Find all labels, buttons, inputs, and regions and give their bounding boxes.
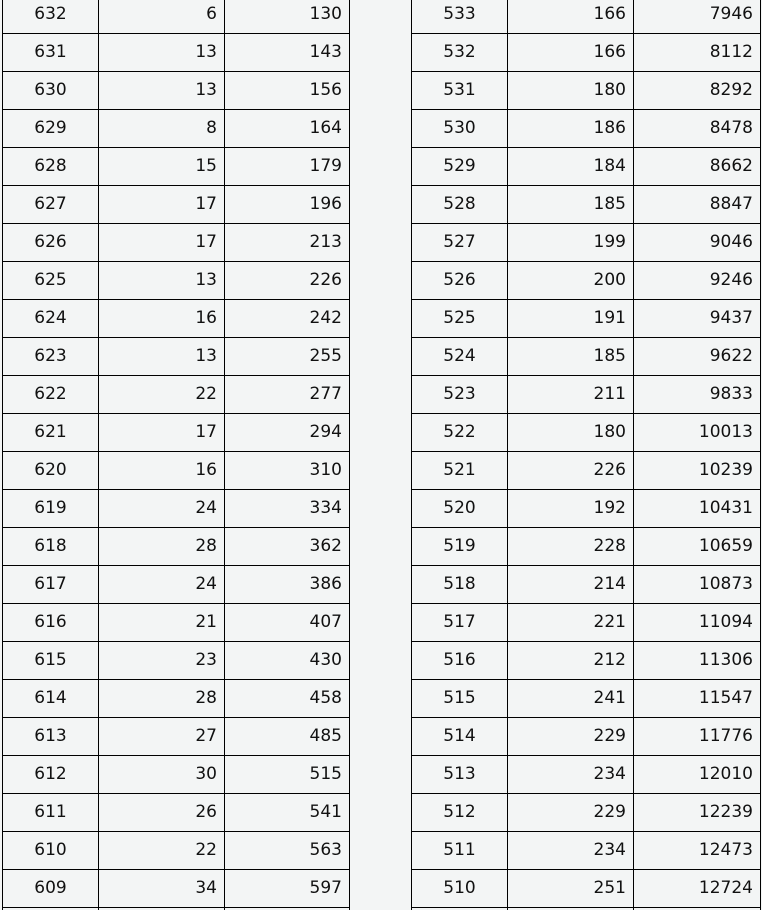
score-cell: 616 xyxy=(3,604,99,642)
table-row xyxy=(412,34,761,72)
table-row xyxy=(3,376,350,414)
score-cell: 531 xyxy=(412,72,508,110)
cumulative-cell: 11547 xyxy=(634,680,761,718)
score-cell: 619 xyxy=(3,490,99,528)
cumulative-cell: 515 xyxy=(225,756,350,794)
cumulative-cell: 407 xyxy=(225,604,350,642)
count-cell: 226 xyxy=(508,452,634,490)
table-row xyxy=(3,680,350,718)
table-row xyxy=(3,870,350,908)
table-row xyxy=(3,110,350,148)
cumulative-cell: 9046 xyxy=(634,224,761,262)
count-cell: 27 xyxy=(99,718,225,756)
table-row xyxy=(412,300,761,338)
table-row xyxy=(3,832,350,870)
cumulative-cell: 10013 xyxy=(634,414,761,452)
table-row xyxy=(412,794,761,832)
table-row xyxy=(3,756,350,794)
count-cell: 13 xyxy=(99,338,225,376)
table-row xyxy=(3,186,350,224)
score-cell: 626 xyxy=(3,224,99,262)
score-cell: 529 xyxy=(412,148,508,186)
cumulative-cell: 12010 xyxy=(634,756,761,794)
score-cell: 628 xyxy=(3,148,99,186)
count-cell: 21 xyxy=(99,604,225,642)
cumulative-cell: 164 xyxy=(225,110,350,148)
table-row xyxy=(412,186,761,224)
count-cell: 13 xyxy=(99,34,225,72)
cumulative-cell: 11776 xyxy=(634,718,761,756)
count-cell: 8 xyxy=(99,110,225,148)
count-cell: 17 xyxy=(99,186,225,224)
score-table-right xyxy=(411,0,761,910)
count-cell: 17 xyxy=(99,224,225,262)
table-row xyxy=(3,718,350,756)
count-cell: 28 xyxy=(99,528,225,566)
cumulative-cell: 12724 xyxy=(634,870,761,908)
table-row xyxy=(412,0,761,34)
score-cell: 520 xyxy=(412,490,508,528)
count-cell: 180 xyxy=(508,72,634,110)
table-row xyxy=(412,414,761,452)
score-cell: 621 xyxy=(3,414,99,452)
score-cell: 629 xyxy=(3,110,99,148)
count-cell: 24 xyxy=(99,490,225,528)
cumulative-cell: 9622 xyxy=(634,338,761,376)
cumulative-cell: 277 xyxy=(225,376,350,414)
count-cell: 13 xyxy=(99,72,225,110)
cumulative-cell: 8847 xyxy=(634,186,761,224)
score-cell: 518 xyxy=(412,566,508,604)
score-cell: 513 xyxy=(412,756,508,794)
score-cell: 515 xyxy=(412,680,508,718)
table-row xyxy=(3,528,350,566)
count-cell: 166 xyxy=(508,0,634,34)
score-cell: 614 xyxy=(3,680,99,718)
count-cell: 17 xyxy=(99,414,225,452)
table-row xyxy=(412,452,761,490)
count-cell: 185 xyxy=(508,186,634,224)
cumulative-cell: 179 xyxy=(225,148,350,186)
count-cell: 200 xyxy=(508,262,634,300)
score-cell: 617 xyxy=(3,566,99,604)
table-row xyxy=(3,300,350,338)
count-cell: 22 xyxy=(99,376,225,414)
score-cell: 524 xyxy=(412,338,508,376)
count-cell: 234 xyxy=(508,832,634,870)
count-cell: 229 xyxy=(508,718,634,756)
table-row xyxy=(3,452,350,490)
cumulative-cell: 430 xyxy=(225,642,350,680)
table-row xyxy=(412,110,761,148)
cumulative-cell: 334 xyxy=(225,490,350,528)
cumulative-cell: 8112 xyxy=(634,34,761,72)
count-cell: 228 xyxy=(508,528,634,566)
table-row xyxy=(412,680,761,718)
cumulative-cell: 130 xyxy=(225,0,350,34)
table-row xyxy=(412,490,761,528)
cumulative-cell: 10659 xyxy=(634,528,761,566)
score-cell: 625 xyxy=(3,262,99,300)
score-cell: 512 xyxy=(412,794,508,832)
cumulative-cell: 10873 xyxy=(634,566,761,604)
count-cell: 211 xyxy=(508,376,634,414)
table-body xyxy=(3,0,350,910)
table-row xyxy=(3,338,350,376)
count-cell: 26 xyxy=(99,794,225,832)
table-row xyxy=(412,528,761,566)
count-cell: 24 xyxy=(99,566,225,604)
table-row xyxy=(3,566,350,604)
table-row xyxy=(412,338,761,376)
table-row xyxy=(3,604,350,642)
table-row xyxy=(412,376,761,414)
score-cell: 620 xyxy=(3,452,99,490)
cumulative-cell: 196 xyxy=(225,186,350,224)
table-row xyxy=(3,642,350,680)
cumulative-cell: 310 xyxy=(225,452,350,490)
cumulative-cell: 10239 xyxy=(634,452,761,490)
table-row xyxy=(3,794,350,832)
count-cell: 166 xyxy=(508,34,634,72)
score-cell: 521 xyxy=(412,452,508,490)
score-cell: 523 xyxy=(412,376,508,414)
count-cell: 28 xyxy=(99,680,225,718)
score-cell: 630 xyxy=(3,72,99,110)
score-cell: 514 xyxy=(412,718,508,756)
score-cell: 615 xyxy=(3,642,99,680)
cumulative-cell: 541 xyxy=(225,794,350,832)
score-cell: 511 xyxy=(412,832,508,870)
score-cell: 609 xyxy=(3,870,99,908)
score-cell: 632 xyxy=(3,0,99,34)
cumulative-cell: 8662 xyxy=(634,148,761,186)
table-row xyxy=(412,832,761,870)
count-cell: 221 xyxy=(508,604,634,642)
table-row xyxy=(3,0,350,34)
score-cell: 631 xyxy=(3,34,99,72)
cumulative-cell: 12239 xyxy=(634,794,761,832)
cumulative-cell: 226 xyxy=(225,262,350,300)
cumulative-cell: 7946 xyxy=(634,0,761,34)
count-cell: 30 xyxy=(99,756,225,794)
cumulative-cell: 10431 xyxy=(634,490,761,528)
cumulative-cell: 11094 xyxy=(634,604,761,642)
score-cell: 618 xyxy=(3,528,99,566)
table-body xyxy=(412,0,761,910)
count-cell: 16 xyxy=(99,452,225,490)
score-table-left xyxy=(2,0,350,910)
table-row xyxy=(412,604,761,642)
count-cell: 186 xyxy=(508,110,634,148)
table-row xyxy=(3,262,350,300)
score-cell: 612 xyxy=(3,756,99,794)
count-cell: 23 xyxy=(99,642,225,680)
cumulative-cell: 9246 xyxy=(634,262,761,300)
cumulative-cell: 563 xyxy=(225,832,350,870)
count-cell: 212 xyxy=(508,642,634,680)
score-cell: 533 xyxy=(412,0,508,34)
cumulative-cell: 597 xyxy=(225,870,350,908)
table-row xyxy=(412,566,761,604)
count-cell: 15 xyxy=(99,148,225,186)
cumulative-cell: 8292 xyxy=(634,72,761,110)
table-row xyxy=(3,490,350,528)
count-cell: 180 xyxy=(508,414,634,452)
score-cell: 627 xyxy=(3,186,99,224)
score-cell: 510 xyxy=(412,870,508,908)
table-row xyxy=(412,72,761,110)
count-cell: 241 xyxy=(508,680,634,718)
count-cell: 13 xyxy=(99,262,225,300)
cumulative-cell: 213 xyxy=(225,224,350,262)
cumulative-cell: 386 xyxy=(225,566,350,604)
count-cell: 192 xyxy=(508,490,634,528)
count-cell: 185 xyxy=(508,338,634,376)
count-cell: 251 xyxy=(508,870,634,908)
cumulative-cell: 156 xyxy=(225,72,350,110)
table-row xyxy=(3,34,350,72)
score-cell: 519 xyxy=(412,528,508,566)
table-row xyxy=(3,224,350,262)
cumulative-cell: 255 xyxy=(225,338,350,376)
table-row xyxy=(412,262,761,300)
count-cell: 22 xyxy=(99,832,225,870)
score-cell: 611 xyxy=(3,794,99,832)
score-cell: 527 xyxy=(412,224,508,262)
cumulative-cell: 9833 xyxy=(634,376,761,414)
score-cell: 525 xyxy=(412,300,508,338)
count-cell: 191 xyxy=(508,300,634,338)
score-cell: 624 xyxy=(3,300,99,338)
count-cell: 214 xyxy=(508,566,634,604)
count-cell: 184 xyxy=(508,148,634,186)
table-row xyxy=(412,148,761,186)
count-cell: 234 xyxy=(508,756,634,794)
cumulative-cell: 12473 xyxy=(634,832,761,870)
table-row xyxy=(412,870,761,908)
cumulative-cell: 8478 xyxy=(634,110,761,148)
cumulative-cell: 9437 xyxy=(634,300,761,338)
count-cell: 34 xyxy=(99,870,225,908)
score-cell: 613 xyxy=(3,718,99,756)
cumulative-cell: 485 xyxy=(225,718,350,756)
count-cell: 6 xyxy=(99,0,225,34)
score-cell: 623 xyxy=(3,338,99,376)
table-row xyxy=(3,414,350,452)
table-row xyxy=(412,718,761,756)
table-row xyxy=(3,72,350,110)
score-cell: 532 xyxy=(412,34,508,72)
cumulative-cell: 362 xyxy=(225,528,350,566)
score-cell: 622 xyxy=(3,376,99,414)
cumulative-cell: 11306 xyxy=(634,642,761,680)
table-row xyxy=(3,148,350,186)
score-cell: 526 xyxy=(412,262,508,300)
cumulative-cell: 294 xyxy=(225,414,350,452)
score-cell: 610 xyxy=(3,832,99,870)
score-cell: 517 xyxy=(412,604,508,642)
count-cell: 16 xyxy=(99,300,225,338)
table-row xyxy=(412,756,761,794)
cumulative-cell: 242 xyxy=(225,300,350,338)
table-row xyxy=(412,224,761,262)
cumulative-cell: 458 xyxy=(225,680,350,718)
score-cell: 528 xyxy=(412,186,508,224)
count-cell: 229 xyxy=(508,794,634,832)
count-cell: 199 xyxy=(508,224,634,262)
table-row xyxy=(412,642,761,680)
score-cell: 530 xyxy=(412,110,508,148)
cumulative-cell: 143 xyxy=(225,34,350,72)
score-cell: 516 xyxy=(412,642,508,680)
score-cell: 522 xyxy=(412,414,508,452)
